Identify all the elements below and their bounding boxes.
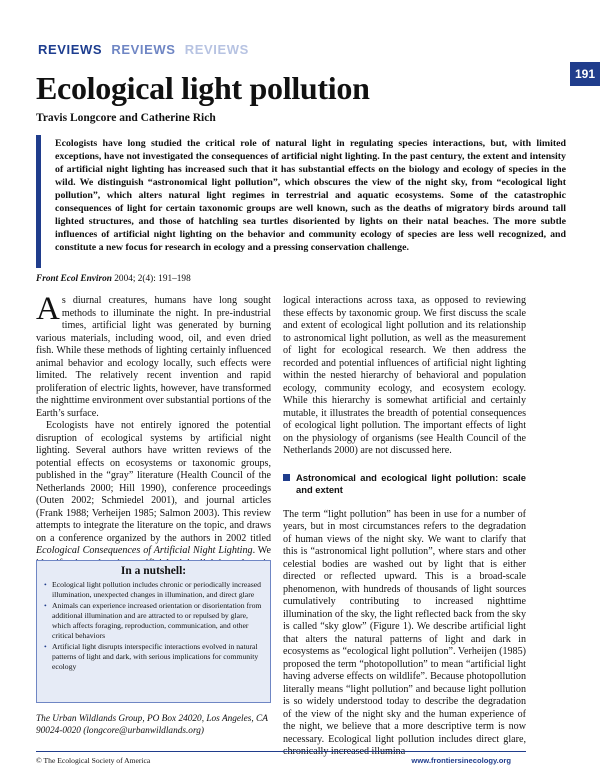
article-authors: Travis Longcore and Catherine Rich xyxy=(36,112,216,124)
citation-details: 2004; 2(4): 191–198 xyxy=(111,274,191,284)
section-header xyxy=(38,42,254,57)
section-heading xyxy=(283,472,526,496)
left-column xyxy=(36,291,271,583)
body-paragraph xyxy=(36,291,271,420)
nutshell-title: In a nutshell: xyxy=(120,565,187,577)
body-paragraph xyxy=(36,420,271,583)
abstract: Ecologists have long studied the critical role of natural light in regulating species interactions, but, with limited exceptions, have not investigated the consequences of artificial night lighting. In the past century, the extent and intensity of artificial night lighting has increased such that it has substantial effects on the biology and ecology of species in the wild. We distinguish “astronomical light pollution”, which obscures the view of the night sky, from “ecological light pollution”, which alters natural light regimes in terrestrial and aquatic ecosystems. Some of the catastrophic consequences of light for certain taxonomic groups are well known, such as the deaths of migratory birds around tall lighted structures, and those of hatchling sea turtles disoriented by lights on their natal beaches. The more subtle influences of artificial night lighting on the behavior and community ecology of species are less well recognized, and constitute a new focus for research in ecology and a pressing conservation challenge. xyxy=(36,135,566,268)
journal-website-link[interactable]: www.frontiersinecology.org xyxy=(411,756,511,765)
nutshell-list xyxy=(44,580,263,672)
section-label: REVIEWS xyxy=(111,42,176,57)
article-title: Ecological light pollution xyxy=(36,70,370,106)
paragraph-text: s diurnal creatures, humans have long sought methods to illuminate the night. In pre-industrial times, artificial light was generated by burning various materials, including wood, oil, and even dried fish. While these methods of lighting certainly influenced animal behavior and ecology locally, such effects were limited. The relatively recent invention and rapid proliferation of electric lights, however, have transformed the nighttime environment over substantial portions of the Earth’s surface. xyxy=(36,295,271,419)
section-label: REVIEWS xyxy=(38,42,103,57)
square-bullet-icon xyxy=(283,474,290,481)
nutshell-item: • Artificial light disrupts interspecific interactions evolved in natural patterns of light and dark, with serious implications for community ecology xyxy=(44,642,263,672)
conference-title: Ecological Consequences of Artificial Night Lighting xyxy=(36,545,253,556)
section-heading-text: Astronomical and ecological light pollution: scale and extent xyxy=(296,471,526,495)
author-affiliation: The Urban Wildlands Group, PO Box 24020, Los Angeles, CA 90024-0020 (longcore@urbanwildlands.org) xyxy=(36,714,268,736)
body-paragraph: logical interactions across taxa, as opposed to reviewing these effects by taxonomic group. We first discuss the scale and extent of ecological light pollution and its relationship to astronomical light pollution, as well as the measurement of light for ecological research. We then address the recorded and potential influences of artificial night lighting within the nested hierarchy of behavioral and population ecology, community ecology, and ecosystem ecology. While this hierarchy is somewhat artificial and certainly mutable, it illustrates the breadth of potential consequences of ecological light pollution. The important effects of light on the physiology of organisms (see Health Council of the Netherlands 2000) are not discussed here. xyxy=(283,295,526,456)
body-paragraph: The term “light pollution” has been in use for a number of years, but in most circumstances refers to the degradation of human views of the night sky. We want to clarify that this is “astronomical light pollution”, where stars and other celestial bodies are washed out by light that is either directed or reflected upward. This is a broad-scale phenomenon, with hundreds of thousands of light sources cumulatively contributing to increased nighttime illumination of the sky, the light reflected back from the sky is called “sky glow” (Figure 1). We describe artificial light that alters the natural patterns of light and dark in ecosystems as “ecological light pollution”. Verheijen (1985) proposed the term “photopollution” to mean “artificial light having adverse effects on wildlife”. Because photopollution literally means “light pollution” and because light pollution is so widely understood today to describe the degradation of the view of the night sky and the human experience of the night, we believe that a more descriptive term is now necessary. Ecological light pollution includes direct glare, xyxy=(283,508,526,745)
paragraph-text: Ecologists have not entirely ignored the potential disruption of ecological systems by artificial night lighting. Several authors have written reviews of the potential effects on ecosystems or taxonomic groups, published in the “gray” literature (Health Council of the Netherlands 2000; Hill 1990), conference proceedings (Outen 2002; Schmiedel 2001), and journal articles (Frank 1988; Verheijen 1985; Salmon 2003). This review attempts to integrate the literature on the topic, and draws on a conference organized by the authors in 2002 titled xyxy=(36,420,271,544)
nutshell-item: • Animals can experience increased orientation or disorientation from additional illumination and are attracted to or repulsed by glare, which affects foraging, reproduction, communication, and other critical behaviors xyxy=(44,601,263,641)
citation xyxy=(36,274,191,284)
citation-journal: Front Ecol Environ xyxy=(36,274,112,284)
copyright: © The Ecological Society of America xyxy=(36,756,151,765)
nutshell-item: • Ecological light pollution includes chronic or periodically increased illumination, unexpected changes in illumination, and direct glare xyxy=(44,580,263,600)
paragraph-text: . We xyxy=(252,545,271,556)
drop-cap: A xyxy=(36,291,60,327)
right-column xyxy=(283,295,526,759)
nutshell-box xyxy=(36,560,271,703)
section-label: REVIEWS xyxy=(184,42,249,57)
footer-divider xyxy=(36,751,526,752)
page-number: 191 xyxy=(570,62,600,86)
